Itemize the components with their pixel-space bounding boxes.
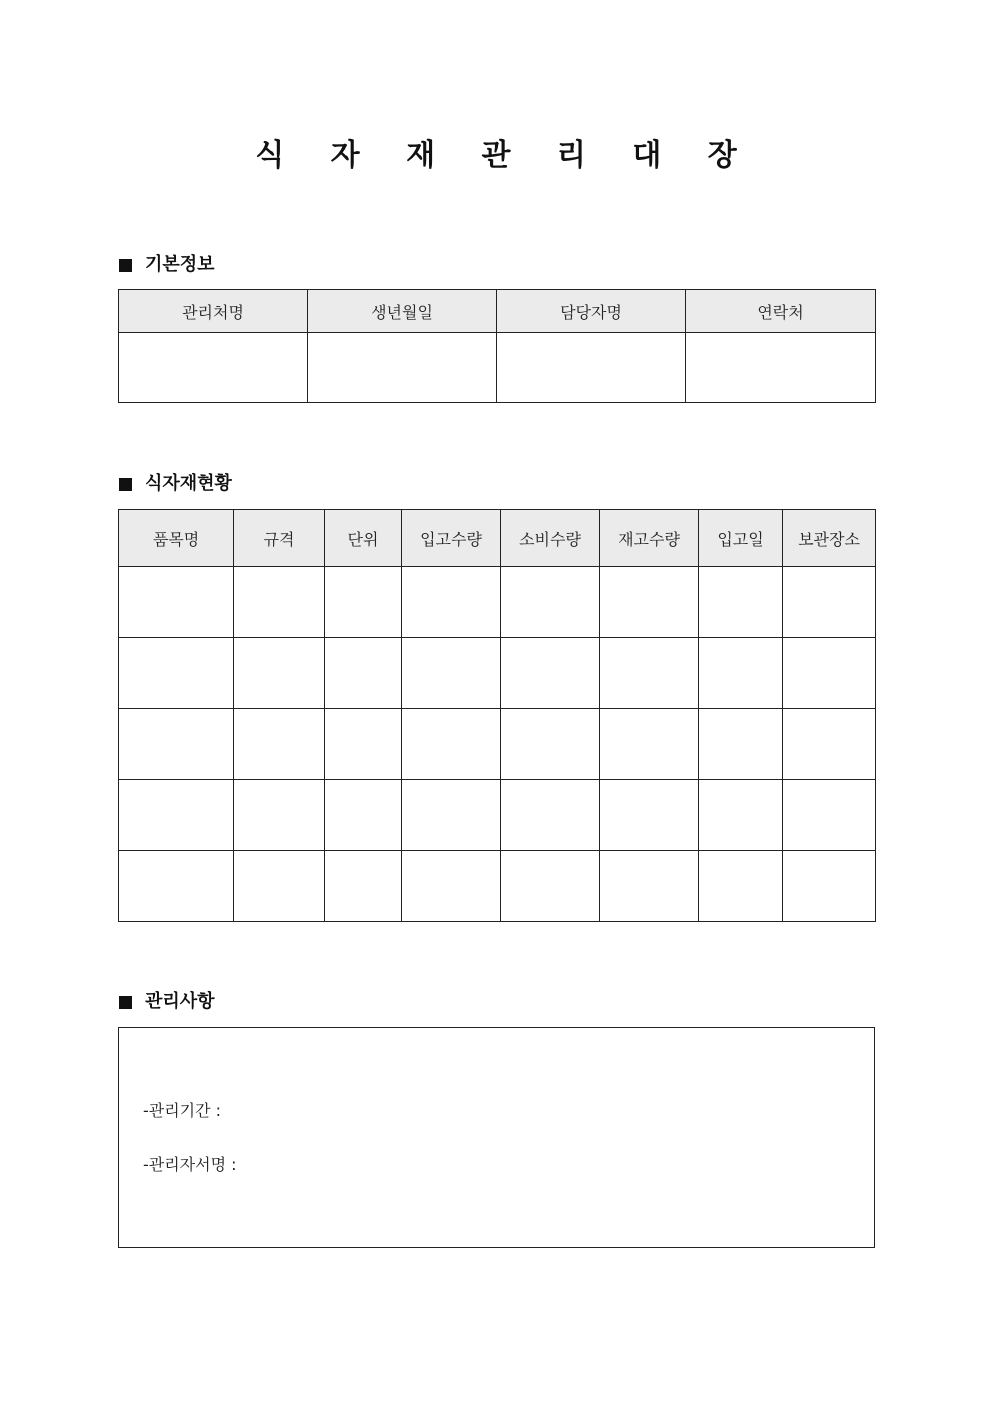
management-period-label: -관리기간 :: [143, 1101, 222, 1120]
table-cell[interactable]: [325, 780, 402, 851]
table-row: [119, 567, 876, 638]
section-heading-basic: [119, 253, 215, 277]
table-cell[interactable]: [325, 851, 402, 922]
table-cell[interactable]: [600, 780, 699, 851]
table-row: [119, 709, 876, 780]
column-header-contact: 연락처: [686, 290, 876, 333]
section-heading-notes: [119, 990, 215, 1014]
table-cell[interactable]: [402, 638, 501, 709]
table-cell[interactable]: [234, 638, 325, 709]
table-cell[interactable]: [119, 709, 234, 780]
table-cell[interactable]: [686, 333, 876, 403]
column-header-manager-org: 관리처명: [119, 290, 308, 333]
table-cell[interactable]: [600, 567, 699, 638]
table-cell[interactable]: [325, 709, 402, 780]
section-heading-basic-label: 기본정보: [145, 254, 215, 275]
square-bullet-icon: [119, 478, 132, 491]
table-header-row: [119, 290, 876, 333]
table-cell[interactable]: [402, 780, 501, 851]
table-cell[interactable]: [600, 851, 699, 922]
table-cell[interactable]: [699, 780, 783, 851]
table-cell[interactable]: [234, 567, 325, 638]
table-row: [119, 851, 876, 922]
square-bullet-icon: [119, 259, 132, 272]
table-cell[interactable]: [308, 333, 497, 403]
table-cell[interactable]: [783, 780, 876, 851]
table-row: [119, 638, 876, 709]
column-header-storage-location: 보관장소: [783, 510, 876, 567]
inventory-table: [118, 509, 876, 922]
table-cell[interactable]: [119, 567, 234, 638]
column-header-stock-qty: 재고수량: [600, 510, 699, 567]
table-cell[interactable]: [402, 851, 501, 922]
table-header-row: [119, 510, 876, 567]
column-header-received-qty: 입고수량: [402, 510, 501, 567]
column-header-person-in-charge: 담당자명: [497, 290, 686, 333]
table-cell[interactable]: [783, 567, 876, 638]
table-cell[interactable]: [501, 638, 600, 709]
column-header-received-date: 입고일: [699, 510, 783, 567]
table-cell[interactable]: [119, 780, 234, 851]
column-header-item-name: 품목명: [119, 510, 234, 567]
manager-signature-label: -관리자서명 :: [143, 1155, 237, 1174]
table-cell[interactable]: [234, 780, 325, 851]
table-cell[interactable]: [325, 567, 402, 638]
table-cell[interactable]: [699, 709, 783, 780]
table-cell[interactable]: [402, 567, 501, 638]
table-cell[interactable]: [234, 709, 325, 780]
section-heading-notes-label: 관리사항: [145, 991, 215, 1012]
table-cell[interactable]: [783, 709, 876, 780]
table-cell[interactable]: [119, 851, 234, 922]
table-cell[interactable]: [783, 851, 876, 922]
table-cell[interactable]: [783, 638, 876, 709]
table-cell[interactable]: [501, 709, 600, 780]
table-cell[interactable]: [699, 851, 783, 922]
table-cell[interactable]: [402, 709, 501, 780]
page-title: 식 자 재 관 리 대 장: [255, 138, 755, 173]
column-header-spec: 규격: [234, 510, 325, 567]
table-cell[interactable]: [501, 851, 600, 922]
column-header-unit: 단위: [325, 510, 402, 567]
table-row: [119, 333, 876, 403]
table-row: [119, 780, 876, 851]
table-cell[interactable]: [699, 638, 783, 709]
table-cell[interactable]: [600, 638, 699, 709]
column-header-birthdate: 생년월일: [308, 290, 497, 333]
notes-box[interactable]: [118, 1027, 875, 1248]
square-bullet-icon: [119, 996, 132, 1009]
table-cell[interactable]: [501, 780, 600, 851]
table-cell[interactable]: [119, 333, 308, 403]
table-cell[interactable]: [119, 638, 234, 709]
section-heading-inventory-label: 식자재현황: [145, 473, 232, 494]
column-header-consumed-qty: 소비수량: [501, 510, 600, 567]
table-cell[interactable]: [699, 567, 783, 638]
section-heading-inventory: [119, 472, 232, 496]
basic-info-table: [118, 289, 876, 403]
table-cell[interactable]: [497, 333, 686, 403]
table-cell[interactable]: [234, 851, 325, 922]
table-cell[interactable]: [325, 638, 402, 709]
table-cell[interactable]: [600, 709, 699, 780]
table-cell[interactable]: [501, 567, 600, 638]
